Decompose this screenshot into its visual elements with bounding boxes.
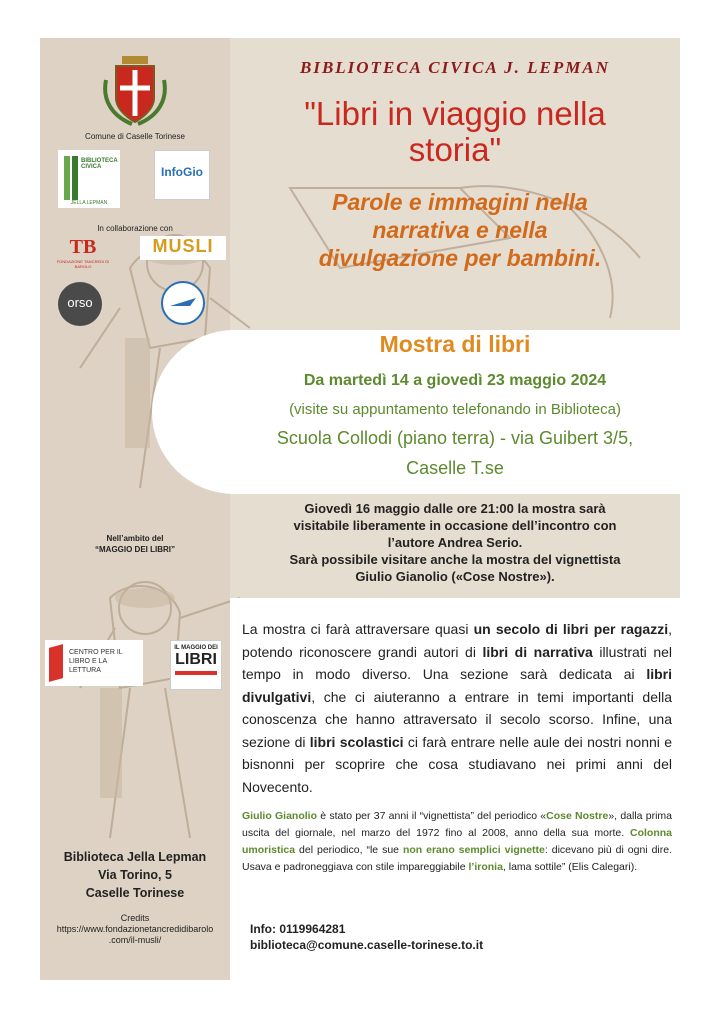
event-line5: Giulio Gianolio («Cose Nostre»). bbox=[355, 569, 555, 584]
maggio-logo-top: IL MAGGIO DEI bbox=[174, 645, 218, 651]
subtitle-line2: narrativa e nella bbox=[372, 217, 548, 243]
contact-info bbox=[250, 921, 670, 953]
credits bbox=[40, 913, 230, 946]
comune-label: Comune di Caselle Torinese bbox=[85, 132, 185, 141]
desc-part1: La mostra ci farà attraversare quasi bbox=[242, 621, 474, 637]
pro-loco-badge-icon bbox=[160, 280, 206, 326]
address-line2: Via Torino, 5 bbox=[98, 868, 172, 882]
bio-part5: , lama sottile” (Elis Calegari). bbox=[502, 861, 638, 873]
bio-part4: : dicevano più di ogni dire. Usava e padroneggiava con stile impareggiabile bbox=[242, 844, 672, 873]
desc-bold4: libri scolastici bbox=[309, 733, 404, 750]
poster bbox=[40, 38, 680, 980]
library-address bbox=[40, 848, 230, 902]
title-line1: "Libri in viaggio nella bbox=[304, 95, 606, 132]
description-text bbox=[242, 618, 672, 798]
desc-part2: , potendo riconoscere grandi autori di bbox=[242, 621, 672, 660]
bio-name: Giulio Gianolio bbox=[242, 810, 317, 822]
tb-logo-sub: FONDAZIONE TANCREDI DI BAROLO bbox=[56, 259, 110, 269]
subtitle-line3: divulgazione per bambini. bbox=[318, 245, 602, 271]
credits-url-line1[interactable]: https://www.fondazionetancredidibarolo bbox=[56, 924, 214, 934]
address-line3: Caselle Torinese bbox=[85, 886, 185, 900]
library-name: BIBLIOTECA CIVICA J. LEPMAN bbox=[299, 58, 611, 77]
contact-email[interactable]: biblioteca@comune.caselle-torinese.to.it bbox=[250, 938, 484, 952]
bio-part2: », dalla prima uscita del giornale, nel marzo del 1972 fino al 2008, anno della sua morte. bbox=[242, 810, 673, 839]
mostra-dates: Da martedì 14 a giovedì 23 maggio 2024 bbox=[303, 372, 607, 389]
desc-bold3: libri divulgativi bbox=[242, 666, 672, 705]
tb-logo-text: TB bbox=[69, 236, 97, 258]
infogio-logo-text: InfoGio bbox=[161, 165, 203, 179]
maggio-libri-logo bbox=[170, 640, 222, 690]
biblioteca-logo-text: BIBLIOTECA CIVICA bbox=[81, 158, 118, 170]
desc-part4: , che ci aiuteranno a entrare in temi importanti della conoscenza che hanno attraversato il secolo scorso. Infine, una sezione di bbox=[242, 688, 672, 750]
maggio-logo-big: LIBRI bbox=[175, 651, 217, 668]
desc-part3: illustrati nel tempo in modo diverso. Una sezione sarà dedicata ai bbox=[242, 643, 672, 682]
bio-part1: è stato per 37 anni il “vignettista” del periodico « bbox=[317, 810, 547, 822]
ambito-note bbox=[50, 533, 220, 555]
contact-phone[interactable]: Info: 0119964281 bbox=[250, 922, 346, 936]
event-line3: l’autore Andrea Serio. bbox=[387, 535, 523, 550]
collab-label: In collaborazione con bbox=[97, 224, 173, 233]
ambito-line2: “MAGGIO DEI LIBRI” bbox=[95, 545, 175, 554]
bio-colonna: Colonna umoristica bbox=[242, 827, 672, 856]
ambito-line1: Nell’ambito del bbox=[106, 534, 164, 543]
infogio-logo bbox=[154, 150, 210, 200]
desc-part5: ci farà entrare nelle aule dei nostri nonni e bisnonni per scoprire che cosa studiavano nei primi anni del Novecento. bbox=[242, 733, 672, 795]
mostra-place-line2: Caselle T.se bbox=[406, 458, 504, 478]
biblioteca-logo bbox=[58, 150, 120, 208]
title-line2: storia" bbox=[408, 131, 502, 168]
cepell-logo-text: CENTRO PER IL LIBRO E LA LETTURA bbox=[69, 649, 123, 674]
event-notice bbox=[250, 500, 660, 585]
poster-title bbox=[245, 96, 665, 168]
desc-bold2: libri di narrativa bbox=[482, 643, 593, 660]
comune-crest-icon bbox=[102, 50, 168, 128]
musli-logo bbox=[140, 236, 226, 260]
subtitle-line1: Parole e immagini nella bbox=[332, 189, 588, 215]
musli-logo-text: MUSLI bbox=[152, 236, 214, 256]
event-line4: Sarà possibile visitare anche la mostra del vignettista bbox=[289, 552, 621, 567]
bio-part3: del periodico, “le sue bbox=[295, 844, 403, 856]
mostra-title: Mostra di libri bbox=[379, 331, 531, 357]
credits-title: Credits bbox=[120, 913, 150, 923]
event-line1: Giovedì 16 maggio dalle ore 21:00 la mostra sarà bbox=[304, 501, 606, 516]
event-line2: visitabile liberamente in occasione dell’incontro con bbox=[293, 518, 617, 533]
bio-ironia: l’ironia bbox=[468, 861, 503, 873]
poster-subtitle bbox=[250, 188, 670, 272]
bio-text bbox=[242, 808, 672, 876]
credits-url-line2[interactable]: .com/il-musli/ bbox=[108, 935, 162, 945]
mostra-visit-note: (visite su appuntamento telefonando in Biblioteca) bbox=[289, 401, 621, 418]
mostra-place-line1: Scuola Collodi (piano terra) - via Guibert 3/5, bbox=[276, 428, 634, 448]
desc-bold1: un secolo di libri per ragazzi bbox=[473, 621, 669, 637]
cepell-logo bbox=[45, 640, 143, 686]
orso-logo-text: orso bbox=[67, 295, 93, 310]
bio-non-erano: non erano semplici vignette bbox=[402, 844, 545, 856]
bio-cose-nostre: Cose Nostre bbox=[546, 810, 609, 822]
orso-logo bbox=[58, 282, 102, 326]
address-line1: Biblioteca Jella Lepman bbox=[63, 850, 207, 864]
biblioteca-logo-side: JELLA LEPMAN bbox=[70, 200, 108, 206]
tb-logo bbox=[48, 236, 118, 269]
